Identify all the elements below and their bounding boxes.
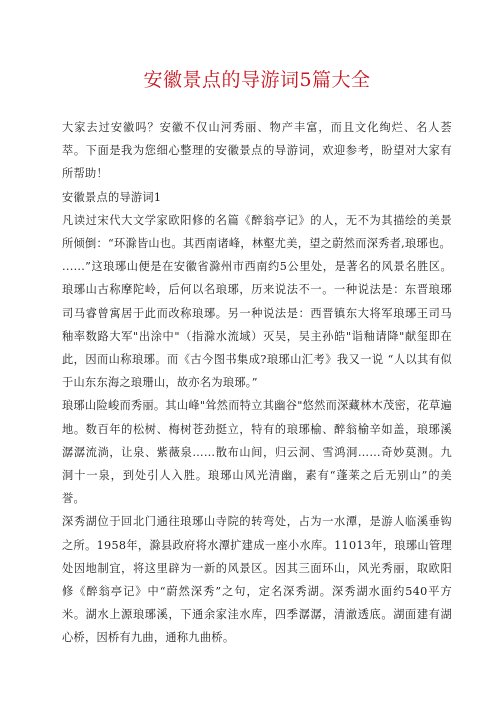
- intro-paragraph: 大家去过安徽吗？安徽不仅山河秀丽、物产丰富，而且文化绚烂、名人荟萃。下面是我为您细心整理的安徽景点的导游词，欢迎参考，盼望对大家有所帮助！: [62, 121, 452, 181]
- document-body: [62, 116, 452, 650]
- body-paragraph: ......”这琅琊山便是在安徽省滁州市西南约5公里处，是著名的风景名胜区。琅琊山古称摩陀岭，后何以名琅琊，历来说法不一。一种说法是：东晋琅琊司马睿曾寓居于此而改称琅琊。另一种说法是：西晋镇东大将军琅琊王司马釉率数路大军"出涂中"（指滁水流域）灭吴，吴主孙皓"诣釉请降"献玺即在此，因而山称琅琊。而《古今图书集成?琅琊山汇考》我又一说 “人以其有似于山东东海之琅珊山，故亦名为琅琊。”: [62, 260, 452, 390]
- document-title: 安徽景点的导游词5篇大全: [143, 69, 371, 91]
- section-heading: 安徽景点的导游词1: [62, 190, 162, 204]
- body-paragraph: 深秀湖位于回北门通往琅琊山寺院的转弯处，占为一水潭，是游人临溪垂钩之所。1958年，滁县政府将水潭扩建成一座小水库。11013年，琅琊山管理处因地制宜，将这里辟为一新的风景区。因其三面环山，风光秀丽，取欧阳修《醉翁亭记》中“蔚然深秀”之句，定名深秀湖。深秀湖水面约540平方米。湖水上源琅琊溪，下通余家洼水库，四季潺潺，清澈透底。湖面建有湖心桥，因桥有九曲，通称九曲桥。: [62, 515, 452, 645]
- body-paragraph: 琅琊山险峻而秀丽。其山峰"耸然而特立其幽谷"悠然而深藏林木茂密，花草遍地。数百年的松树、梅树苍劲挺立，特有的琅琊榆、醉翁榆辛如盖，琅琊溪潺潺流淌，让泉、紫薇泉……散布山间，归云洞、雪鸿洞……奇妙莫测。九洞十一泉，到处引人入胜。琅琊山风光清幽，素有“蓬莱之后无别山”的美誉。: [62, 399, 452, 506]
- body-paragraph: 凡读过宋代大文学家欧阳修的名篇《醉翁亭记》的人，无不为其描绘的美景所倾倒：“环滁皆山也。其西南诸峰，林壑尤美，望之蔚然而深秀者,琅琊也。: [62, 213, 452, 251]
